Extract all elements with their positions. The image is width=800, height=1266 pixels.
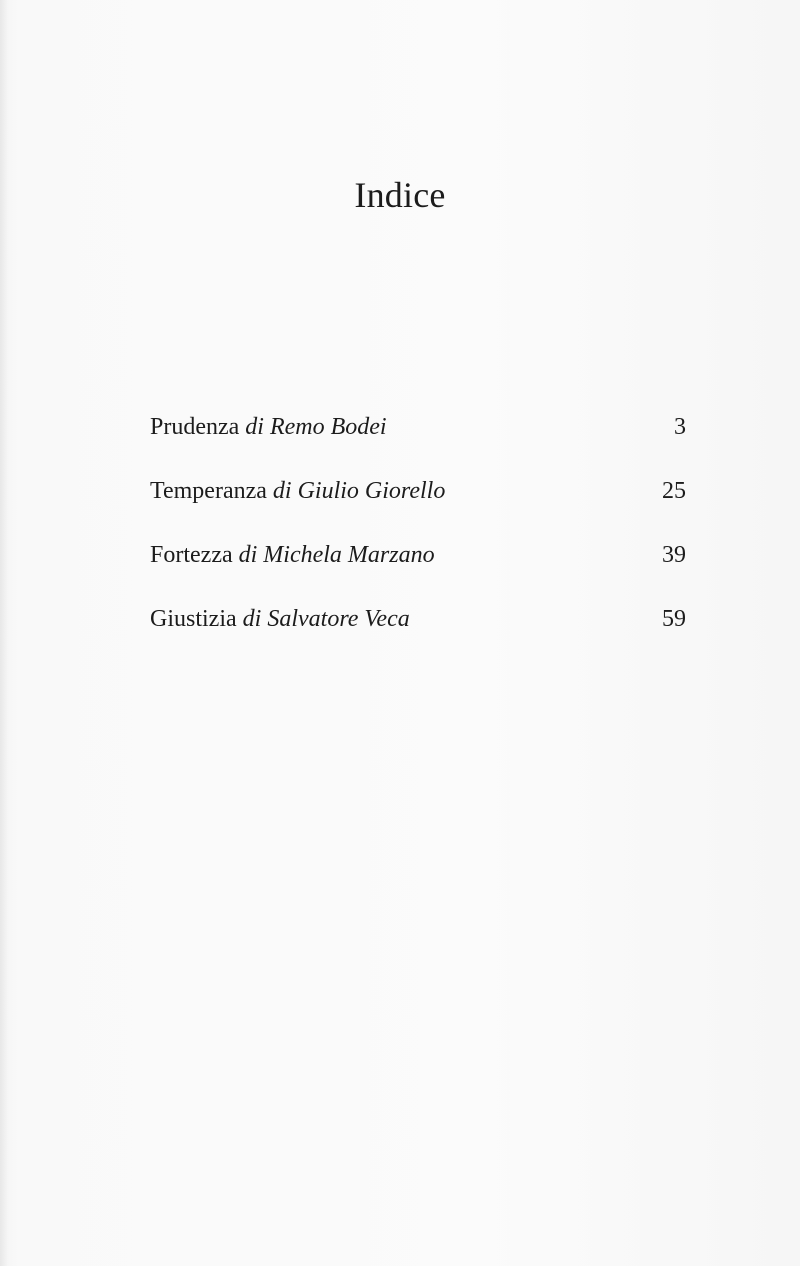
toc-entry-temperanza (150, 471, 686, 535)
toc-entry-by: di (238, 542, 258, 568)
toc-entry-topic: Prudenza (150, 414, 240, 440)
toc-entry-author: Giulio Giorello (297, 478, 446, 504)
toc-entry-topic: Fortezza (150, 542, 233, 568)
toc-entry-by: di (245, 414, 264, 440)
toc-entry-topic: Giustizia (150, 606, 237, 632)
toc-entry-author: Michela Marzano (263, 542, 435, 568)
toc-entry-by: di (242, 606, 262, 632)
toc-entry-page-number: 59 (662, 606, 686, 632)
toc-entry-page-number: 3 (674, 414, 686, 440)
toc-entry-topic: Temperanza (150, 478, 267, 504)
toc-entry-page-number: 39 (662, 542, 686, 568)
toc-entry-giustizia (150, 599, 686, 663)
page-title: Indice (354, 175, 446, 216)
toc-entry-author: Salvatore Veca (267, 606, 410, 632)
toc-entry-by: di (272, 478, 292, 504)
toc-entry-prudenza (150, 407, 686, 471)
toc-entry-fortezza (150, 535, 686, 599)
toc-entry-author: Remo Bodei (269, 414, 387, 440)
table-of-contents (150, 407, 686, 663)
toc-entry-page-number: 25 (662, 478, 686, 504)
